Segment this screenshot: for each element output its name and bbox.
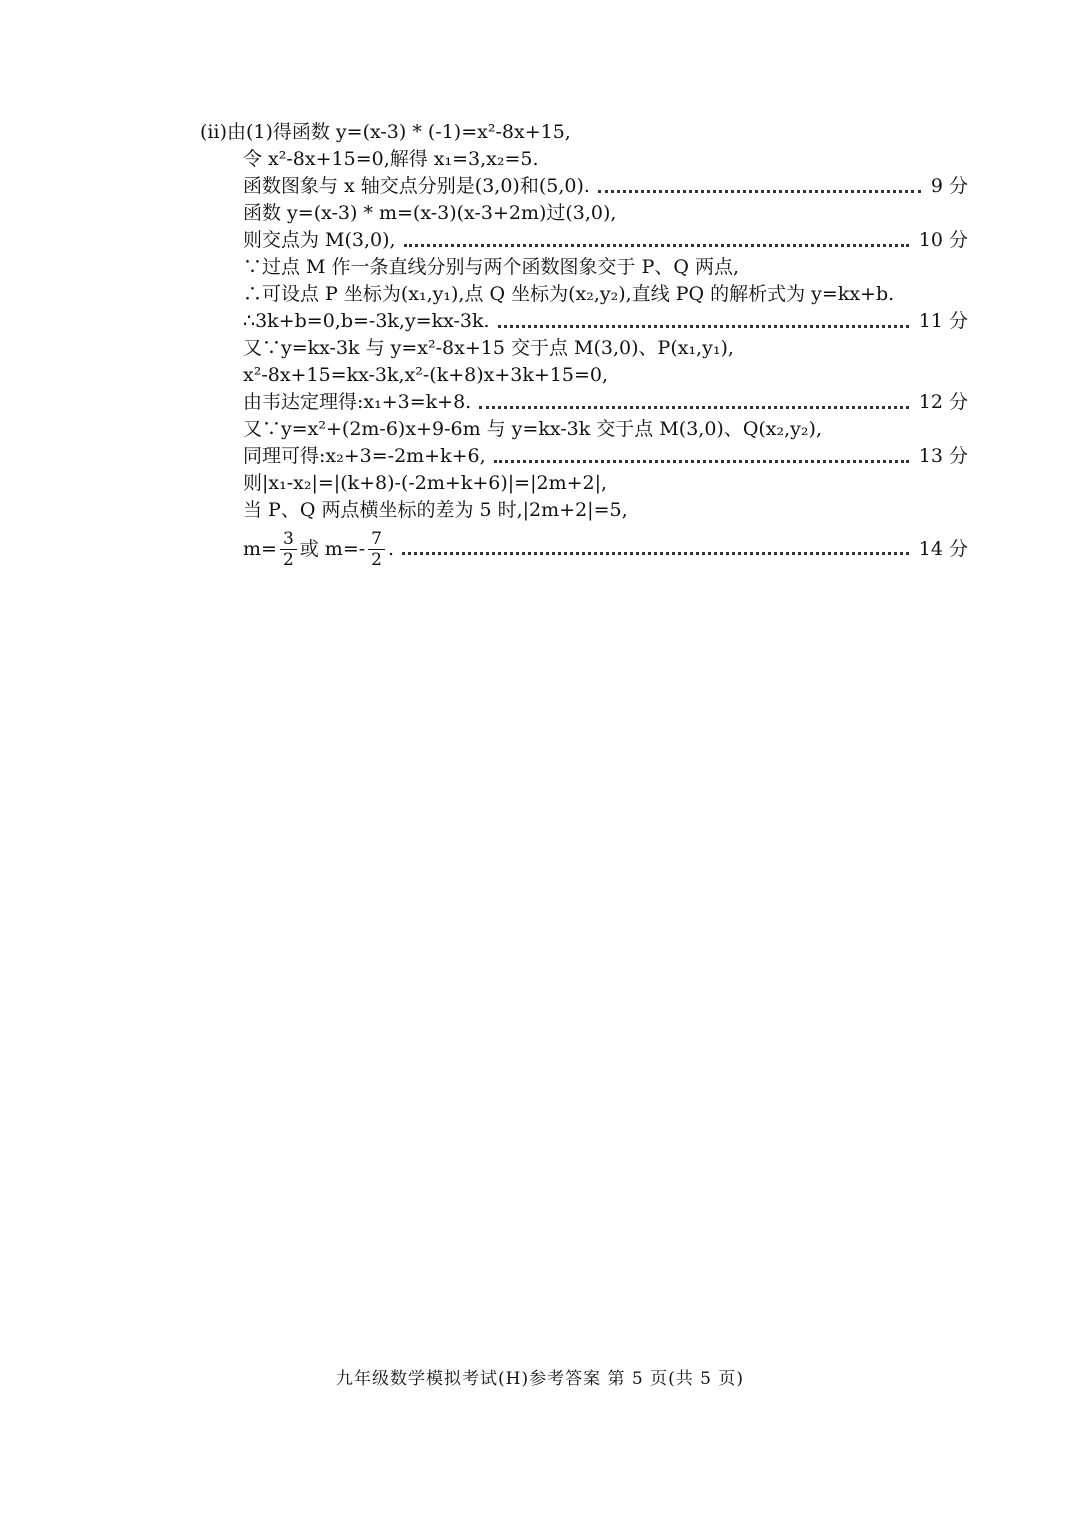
- solution-text: (ⅱ)由(1)得函数 y=(x-3) * (-1)=x²-8x+15,: [200, 121, 571, 143]
- solution-text: ∵过点 M 作一条直线分别与两个函数图象交于 P、Q 两点,: [243, 256, 740, 278]
- final-prefix: m=: [243, 538, 277, 560]
- solution-text: ∴3k+b=0,b=-3k,y=kx-3k.: [243, 310, 490, 332]
- solution-text: 又∵y=x²+(2m-6)x+9-6m 与 y=kx-3k 交于点 M(3,0)、Q(x₂,y₂),: [243, 418, 822, 440]
- solution-text: 令 x²-8x+15=0,解得 x₁=3,x₂=5.: [243, 148, 539, 170]
- solution-text: 函数图象与 x 轴交点分别是(3,0)和(5,0).: [243, 175, 590, 197]
- score-label: 10 分: [918, 229, 968, 251]
- dot-leader: [494, 460, 909, 463]
- final-middle: 或 m=-: [299, 538, 366, 560]
- score-label: 13 分: [918, 445, 968, 467]
- fraction-three-halves: [280, 529, 297, 570]
- dot-leader: [404, 244, 909, 247]
- solution-line: [243, 253, 968, 281]
- score-label: 9 分: [930, 175, 968, 197]
- solution-line: [243, 199, 968, 227]
- solution-text: 则|x₁-x₂|=|(k+8)-(-2m+k+6)|=|2m+2|,: [243, 472, 608, 494]
- solution-text: x²-8x+15=kx-3k,x²-(k+8)x+3k+15=0,: [243, 364, 609, 386]
- solution-text: ∴可设点 P 坐标为(x₁,y₁),点 Q 坐标为(x₂,y₂),直线 PQ 的解析式为 y=kx+b.: [243, 283, 895, 305]
- solution-line: [243, 388, 968, 416]
- dot-leader: [402, 552, 909, 555]
- fraction-denominator: 2: [282, 549, 294, 570]
- score-label: 14 分: [918, 538, 968, 560]
- solution-line: [243, 307, 968, 335]
- solution-final-line: [243, 524, 968, 574]
- solution-line: [243, 334, 968, 362]
- fraction-numerator: 7: [368, 529, 385, 550]
- solution-line: [243, 361, 968, 389]
- solution-line: [243, 469, 968, 497]
- score-label: 11 分: [918, 310, 968, 332]
- solution-text: 同理可得:x₂+3=-2m+k+6,: [243, 445, 486, 467]
- solution-line: [200, 118, 968, 146]
- dot-leader: [498, 325, 909, 328]
- page-footer: 九年级数学模拟考试(H)参考答案 第 5 页(共 5 页): [335, 1369, 744, 1389]
- solution-line: [243, 442, 968, 470]
- solution-text: 函数 y=(x-3) * m=(x-3)(x-3+2m)过(3,0),: [243, 202, 617, 224]
- solution-line: [243, 226, 968, 254]
- solution-text: 则交点为 M(3,0),: [243, 229, 396, 251]
- fraction-seven-halves: [368, 529, 385, 570]
- dot-leader: [479, 406, 909, 409]
- solution-line: [243, 496, 968, 524]
- dot-leader: [598, 190, 921, 193]
- fraction-numerator: 3: [280, 529, 297, 550]
- solution-text: 当 P、Q 两点横坐标的差为 5 时,|2m+2|=5,: [243, 499, 628, 521]
- solution-line: [243, 172, 968, 200]
- solution-line: [243, 415, 968, 443]
- fraction-denominator: 2: [371, 549, 382, 570]
- final-suffix: .: [388, 538, 395, 560]
- solution-line: [243, 280, 968, 308]
- score-label: 12 分: [918, 391, 968, 413]
- solution-text: 又∵y=kx-3k 与 y=x²-8x+15 交于点 M(3,0)、P(x₁,y₁),: [243, 337, 734, 359]
- solution-text: 由韦达定理得:x₁+3=k+8.: [243, 391, 472, 413]
- solution-line: [243, 145, 968, 173]
